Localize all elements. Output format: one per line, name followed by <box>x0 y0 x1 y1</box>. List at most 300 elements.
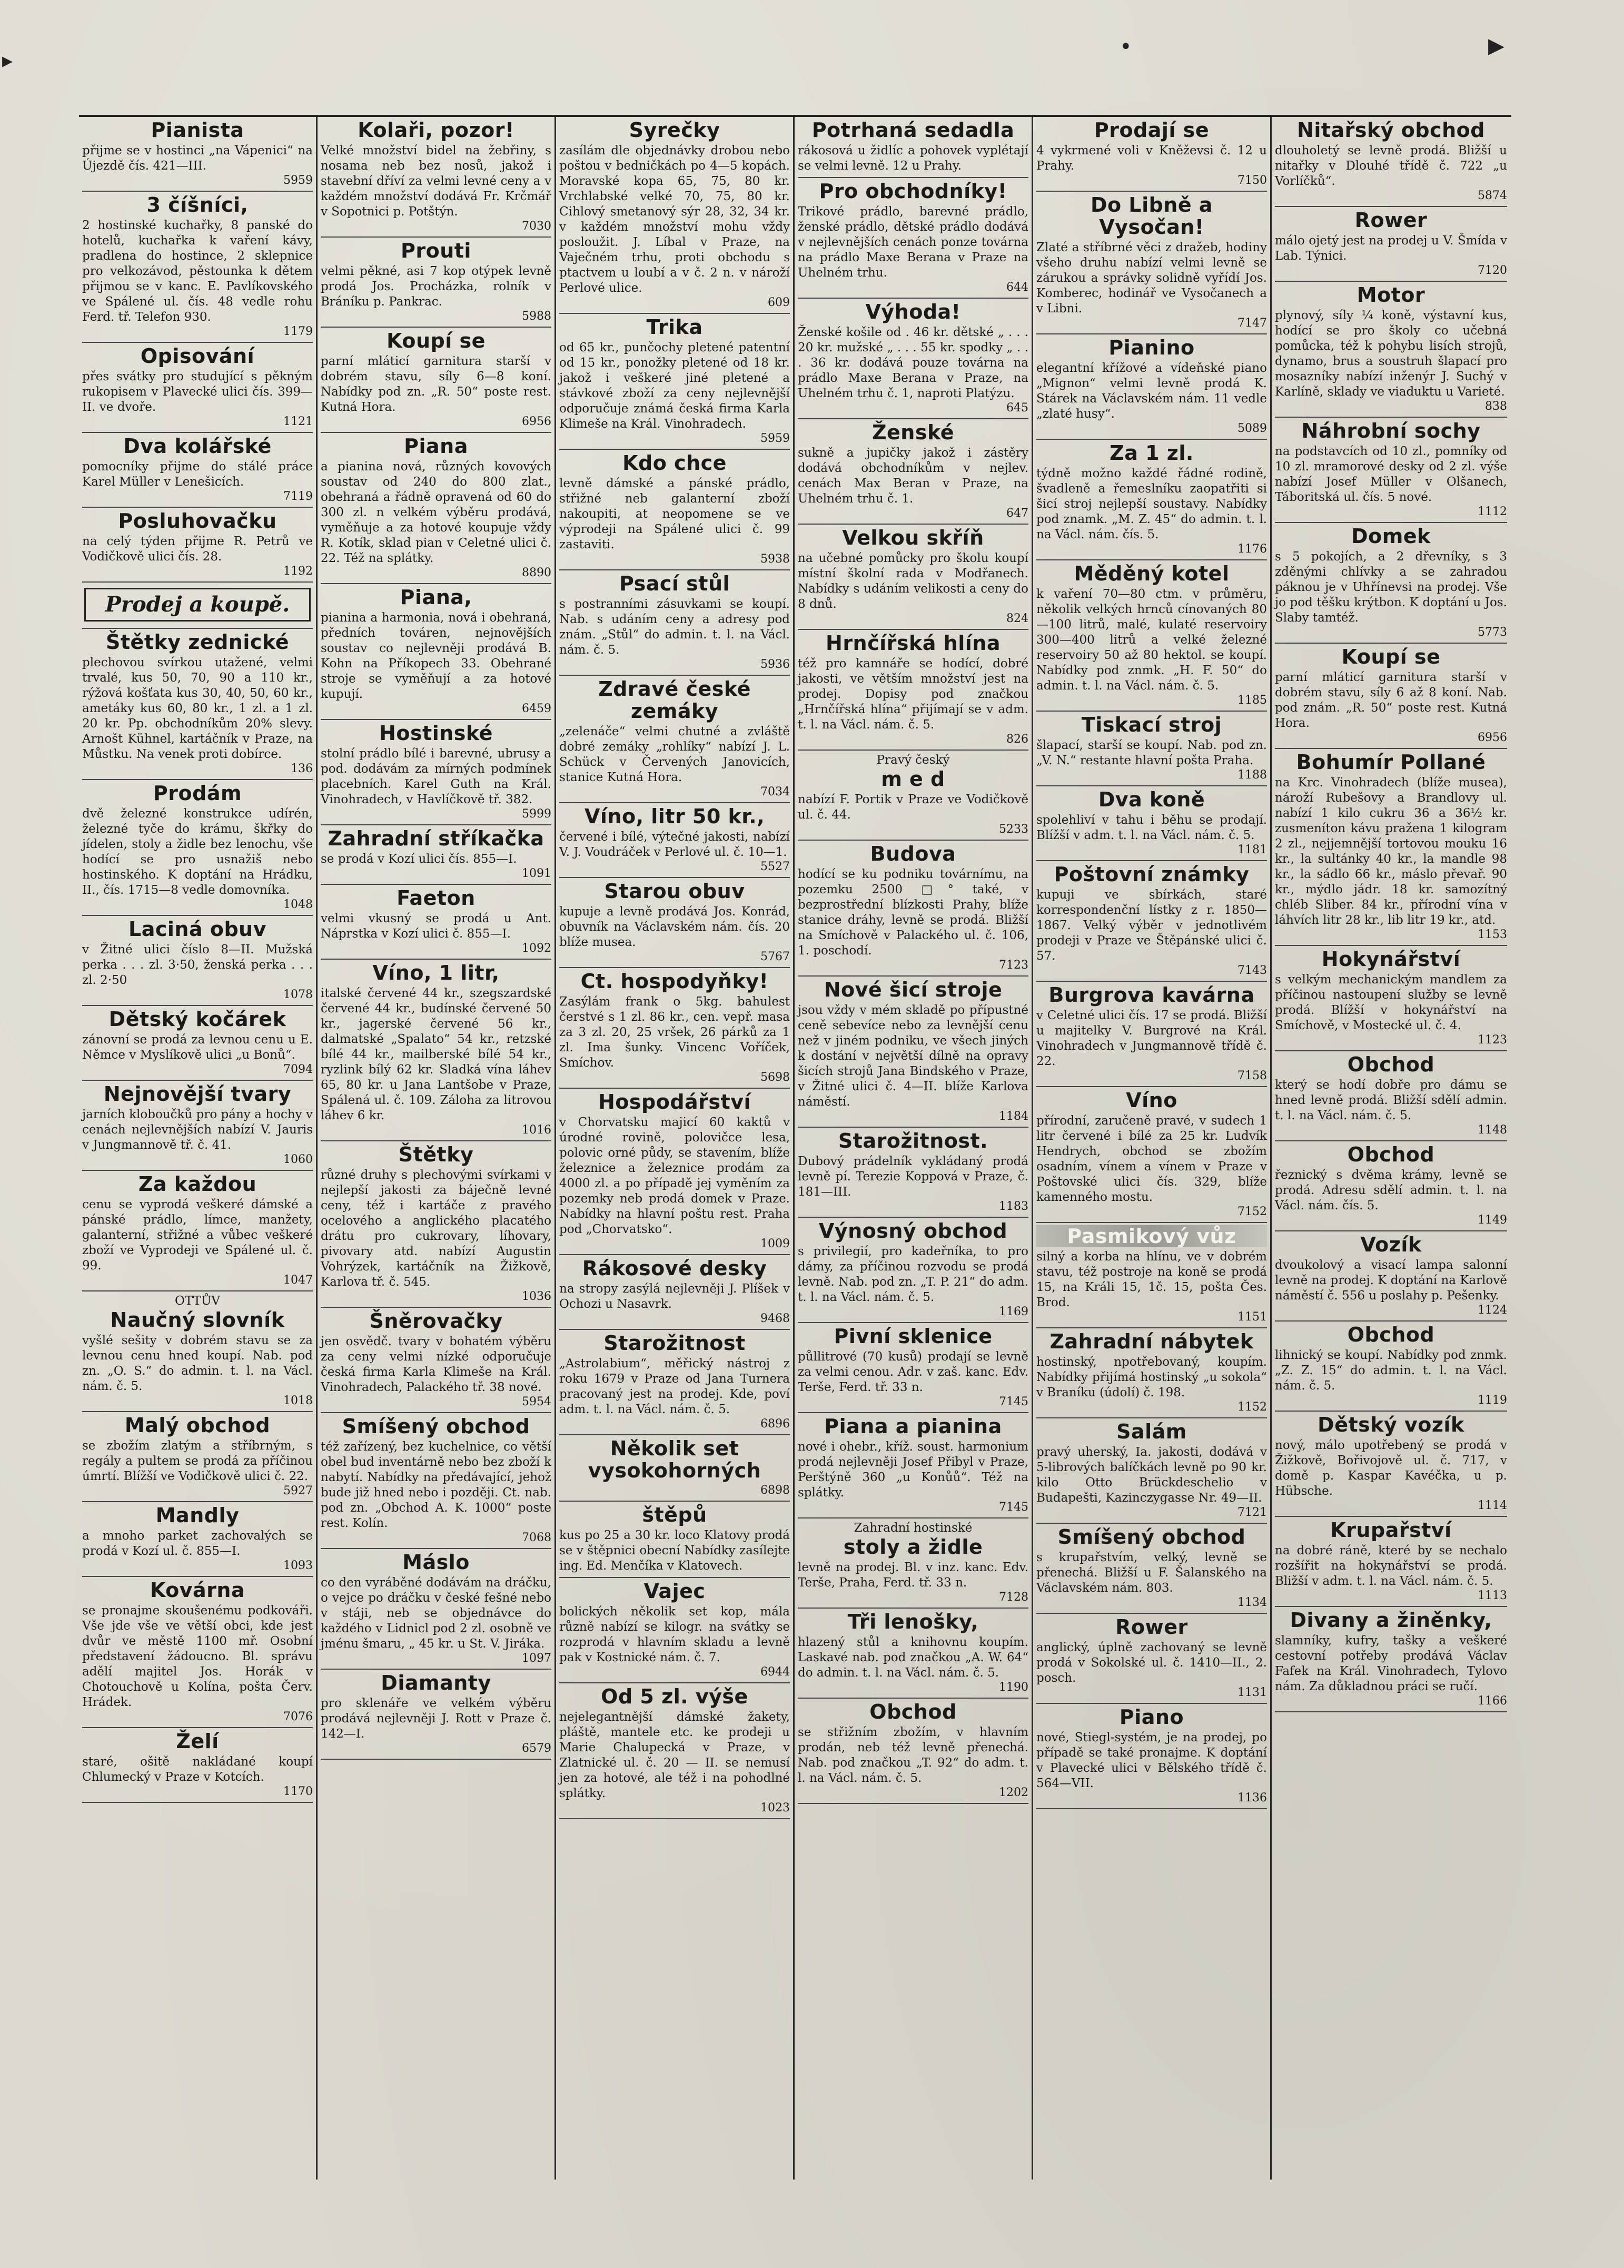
ad-number: 6579 <box>522 1742 551 1755</box>
ad-title: Psací stůl <box>619 572 730 595</box>
ad-title: Tiskací stroj <box>1081 713 1222 736</box>
classified-ad <box>82 1081 313 1171</box>
ad-title: Kolaři, pozor! <box>358 119 514 142</box>
ad-number: 7120 <box>1478 264 1507 277</box>
ad-number: 7152 <box>1237 1205 1267 1218</box>
ad-text: hlazený stůl a knihovnu koupím. Laskavé nab. pod značkou „A. W. 64“ do admin. t. l. na Václ. nám. č. 5. <box>798 1635 1028 1680</box>
ad-number: 5959 <box>760 432 790 445</box>
ad-title: Starožitnost <box>603 1332 746 1355</box>
classified-ad <box>559 570 790 676</box>
ad-title: Krupařství <box>1330 1518 1452 1542</box>
ad-title: Poštovní známky <box>1054 863 1250 886</box>
classified-ad <box>798 977 1028 1128</box>
ad-text: se zbožím zlatým a stříbrným, s regály a pultem se prodá za příčinou úmrtí. Blížší ve Vodičkově ulici č. 22. <box>82 1439 313 1483</box>
column-4 <box>795 117 1033 2180</box>
ad-title: Kdo chce <box>622 451 727 475</box>
ad-number: 7150 <box>1237 174 1267 187</box>
ad-title: Náhrobní sochy <box>1301 419 1481 442</box>
classified-ad <box>82 1006 313 1081</box>
classified-ad <box>1275 117 1507 207</box>
ad-number: 1192 <box>283 565 313 578</box>
ad-number: 1114 <box>1478 1499 1507 1512</box>
classified-ad <box>798 1218 1028 1323</box>
ad-text: též zařízený, bez kuchelnice, co větší obel bud inventárně nebo bez zboží k nabytí. Nabídky na předávající, jehož bude již hned nebo i později. Ct. nab. pod zn. „Obchod A. K. 1000“ poste rest. Kolín. <box>321 1440 551 1530</box>
classified-ad <box>559 1502 790 1578</box>
classified-ad <box>321 885 551 960</box>
ad-title: Kovárna <box>150 1579 245 1602</box>
ad-title: Měděný kotel <box>1074 562 1230 585</box>
classified-ad <box>1036 334 1267 440</box>
column-2 <box>318 117 556 2180</box>
ad-number: 7121 <box>1237 1506 1267 1519</box>
classified-ad <box>321 1549 551 1670</box>
ad-title: Nitařský obchod <box>1297 119 1485 142</box>
ad-title: Piana a pianina <box>824 1415 1002 1438</box>
ad-number: 1184 <box>999 1110 1028 1123</box>
ad-text: se střižním zbožím, v hlavním prodán, neb též levně přenechá. Nab. pod značkou „T. 92“ do adm. t. l. na Václ. nám. č. 5. <box>798 1725 1028 1785</box>
ad-number: 1149 <box>1478 1214 1507 1227</box>
ad-title: Víno <box>1126 1089 1177 1112</box>
ad-title: Potrhaná sedadla <box>811 119 1015 142</box>
classified-ad <box>321 433 551 584</box>
ad-number: 7158 <box>1237 1069 1267 1082</box>
ad-number: 136 <box>291 762 313 775</box>
ad-title: Obchod <box>869 1700 957 1723</box>
ad-number: 7094 <box>283 1063 313 1076</box>
ad-number: 1151 <box>1237 1310 1267 1324</box>
ad-text: levně na prodej. Bl. v inz. kanc. Edv. Terše, Praha, Ferd. tř. 33 n. <box>798 1561 1028 1590</box>
ad-number: 7147 <box>1237 317 1267 330</box>
classified-ad <box>321 960 551 1141</box>
classified-ad <box>82 780 313 916</box>
ad-number: 5874 <box>1478 189 1507 202</box>
ad-title: Pianino <box>1108 336 1195 359</box>
classified-ad <box>798 1699 1028 1804</box>
ad-title: Od 5 zl. výše <box>601 1685 748 1708</box>
classified-ad <box>321 720 551 825</box>
ad-subtitle: OTTŮV <box>175 1294 220 1308</box>
ad-title: Divany a žiněnky, <box>1290 1609 1492 1632</box>
ad-number: 1113 <box>1478 1589 1507 1602</box>
ad-title: Zdravé české zemáky <box>598 677 751 723</box>
ad-title: Prouti <box>401 239 471 262</box>
ad-number: 7143 <box>1237 964 1267 977</box>
ad-number: 1123 <box>1478 1033 1507 1047</box>
ad-text: stolní prádlo bílé i barevné, ubrusy a pod. dodávám za mírných podmínek placebních. Karel Guth na Král. Vinohradech, v Havlíčkově tř. 382. <box>321 747 551 806</box>
ad-text: zasílám dle objednávky drobou nebo poštou v bedničkách po 4—5 kopách. Moravské kopa 65, 75, 80 kr. Vrchlabské velké 70, 75, 80 kr. Cihlový smetanový sýr 28, 32, 34 kr. v každém množství mohu vždy posloužit. J. Líbal v Praze, na Vaječném trhu, proti obchodu s ptactvem u loubí a v č. 2 n. v nároží Perlové ulice. <box>559 144 790 295</box>
ad-text: „Astrolabium“, měřický nástroj z roku 1679 v Praze od Jana Turnera pracovaný jest na prodej. Kde, poví adm. t. l. na Václ. nám. č. 5. <box>559 1357 790 1416</box>
section-heading: Prodej a koupě. <box>84 588 311 622</box>
top-dot: • <box>1120 35 1132 59</box>
ad-title: Pro obchodníky! <box>819 180 1007 203</box>
ad-text: nový, málo upotřebený se prodá v Žižkově, Bořivojově ul. č. 717, v domě p. Kaspar Kavéčka, u p. Hübsche. <box>1275 1438 1507 1498</box>
ad-text: který se hodí dobře pro dámu se hned levně prodá. Bližší sdělí admin. t. l. na Václ. nám. č. 5. <box>1275 1078 1507 1122</box>
ad-number: 7030 <box>522 220 551 233</box>
ad-text: Zlaté a stříbrné věci z dražeb, hodiny všeho druhu nabízí velmi levně se zárukou a správky solidně vyřídí Jos. Komberec, hodinář ve Vysočanech a v Libni. <box>1036 241 1267 315</box>
ad-text: v Chorvatsku majicí 60 kaktů v úrodné rovině, polovičce lesa, polovic orné půdy, se stavením, blíže železnice a železnice prodám za 4000 zl. a po případě jej vyměním za pozemky neb prodá domek v Praze. Nabídky na hlavní poštu rest. Praha pod „Chorvatsko“. <box>559 1116 790 1236</box>
ad-number: 1112 <box>1478 505 1507 518</box>
ad-number: 1131 <box>1237 1686 1267 1699</box>
ad-title: Hokynářství <box>1321 948 1461 971</box>
ad-number: 1202 <box>999 1786 1028 1799</box>
ad-number: 7145 <box>999 1395 1028 1408</box>
ad-title: Velkou skříň <box>842 526 984 549</box>
ad-title: Dva kolářské <box>123 435 272 458</box>
classified-ad <box>82 1577 313 1728</box>
ad-number: 1121 <box>283 415 313 428</box>
ad-title: Obchod <box>1347 1053 1435 1076</box>
ad-number: 1185 <box>1237 694 1267 707</box>
classified-ad <box>82 433 313 508</box>
ad-text: silný a korba na hlínu, ve v dobrém stavu, též postroje na koně se prodá 15, na Králi 15, 1č. 15, pošta Čes. Brod. <box>1036 1250 1267 1309</box>
classified-ad <box>559 314 790 450</box>
classified-ad <box>798 1413 1028 1518</box>
classified-ad <box>559 1330 790 1435</box>
classified-ad <box>1036 786 1267 861</box>
classified-ad <box>82 192 313 343</box>
classified-ad <box>1036 861 1267 982</box>
classified-ad <box>82 1171 313 1291</box>
ad-number: 1136 <box>1237 1791 1267 1804</box>
classified-ad <box>321 1670 551 1760</box>
ad-text: pianina a harmonia, nová i obehraná, předních továren, nejnovějších soustav co nejlevněji prodává B. Kohn na Příkopech 33. Obehrané stroje se vyměňují a za hotové kupují. <box>321 611 551 701</box>
ad-title: Zahradní stříkačka <box>328 827 544 850</box>
ad-text: na učebné pomůcky pro školu koupí místní školní rada v Modřanech. Nabídky s udáním velikosti a ceny do 8 dnů. <box>798 551 1028 611</box>
ad-title: Do Libně a Vysočan! <box>1090 193 1213 239</box>
classified-ad <box>798 1518 1028 1609</box>
ad-text: 2 hostinské kuchařky, 8 panské do hotelů, kuchařka k vaření kávy, pradlena do hostince, 2 sklepnice pro velkozávod, pěstounka k dětem přijmou se v kanc. E. Pavlíkovského ve Spálené ul. čís. 48 vedle rohu Ferd. tř. Telefon 930. <box>82 219 313 324</box>
ad-number: 7068 <box>522 1531 551 1544</box>
ad-title: Motor <box>1356 283 1425 307</box>
ad-number: 1047 <box>283 1274 313 1287</box>
ad-title: Starou obuv <box>604 880 745 903</box>
ad-title: Ct. hospodyňky! <box>580 970 769 993</box>
ad-title: stoly a židle <box>843 1535 983 1559</box>
ad-number: 6944 <box>760 1665 790 1679</box>
ad-title: Želí <box>176 1730 219 1753</box>
ad-text: kupuje a levně prodává Jos. Konrád, obuvník na Václavském nám. čís. 20 blíže musea. <box>559 905 790 949</box>
ad-number: 1016 <box>522 1123 551 1137</box>
margin-mark: ▸ <box>2 48 13 73</box>
ad-number: 1176 <box>1237 543 1267 556</box>
classified-ad <box>559 450 790 570</box>
classified-ad <box>559 878 790 968</box>
ad-title: Piano <box>1119 1705 1184 1729</box>
ad-text: spolehliví v tahu i běhu se prodají. Blížší v adm. t. l. na Václ. nám. č. 5. <box>1036 813 1267 842</box>
ad-title: Dva koně <box>1098 788 1205 811</box>
ad-number: 5927 <box>283 1484 313 1497</box>
ad-text: hostinský, npotřebovaný, koupím. Nabídky přijímá hostinský „u sokola“ v Braníku (údolí) č. 198. <box>1036 1355 1267 1399</box>
ad-text: parní mláticí garnitura starší v dobrém stavu, síly 6 až 8 koní. Nab. pod znám. „R. 50“ poste rest. Kutná Hora. <box>1275 670 1507 730</box>
classified-ad <box>798 178 1028 299</box>
ad-text: velmi pěkné, asi 7 kop otýpek levně prodá Jos. Procházka, rolník v Bráníku p. Pankrac. <box>321 264 551 309</box>
classified-ad <box>321 117 551 238</box>
ad-title: Koupí se <box>387 329 486 352</box>
ad-text: v Celetné ulici čís. 17 se prodá. Bližší u majitelky V. Burgrové na Král. Vinohradech v Jungmannově třídě č. 22. <box>1036 1009 1267 1068</box>
ad-text: dlouholetý se levně prodá. Bližší u nitařky v Dlouhé třídě č. 722 „u Vorlíčků“. <box>1275 144 1507 188</box>
ad-number: 1190 <box>999 1681 1028 1694</box>
ad-title: Rower <box>1115 1615 1188 1639</box>
ad-text: přírodní, zaručeně pravé, v sudech 1 litr červené i bílé za 25 kr. Ludvík Hendrych, obchod se zbožím osadním, vínem a vínem v Praze v Poštovské ulici čís. 329, blíže kamenného mostu. <box>1036 1114 1267 1204</box>
ad-text: půllitrové (70 kusů) prodají se levně za velmi cenou. Adr. v zaš. kanc. Edv. Terše, Ferd. tř. 33 n. <box>798 1350 1028 1394</box>
ad-title: Faeton <box>397 886 476 910</box>
ad-title: 3 číšníci, <box>146 193 249 216</box>
ad-text: k vaření 70—80 ctm. v průměru, několik velkých hrnců cínovaných 80—100 litrů, malé, kulaté reservoiry 300—400 litrů a velké železné reservoiry 50 až 80 hektol. se koupí. Nabídky pod znmk. „H. F. 50“ do admin. t. l. na Václ. nám. č. 5. <box>1036 587 1267 693</box>
classified-ad <box>82 1291 313 1412</box>
ad-text: Velké množství bidel na žebřiny, s nosama neb bez nosů, jakož i stavební dříví za velmi levné ceny a v každém množství dodává Fr. Krčmář v Sopotnici p. Potštýn. <box>321 144 551 219</box>
classified-ad <box>82 583 313 629</box>
ad-text: přijme se v hostinci „na Vápenici“ na Újezdě čís. 421—III. <box>82 144 313 173</box>
ad-title: Piana, <box>400 586 472 609</box>
ad-number: 826 <box>1006 733 1028 746</box>
ad-title: Víno, 1 litr, <box>372 961 500 984</box>
ad-text: sukně a jupičky jakož i zástěry dodává obchodníkům v nejlev. cenách Max Beran v Praze, na Uhelném trhu č. 1. <box>798 446 1028 506</box>
ad-number: 1093 <box>283 1559 313 1572</box>
ad-title: Za 1 zl. <box>1110 441 1194 465</box>
ad-title: Pianista <box>151 119 244 142</box>
ad-number: 5988 <box>522 310 551 323</box>
classified-ad <box>1275 749 1507 946</box>
ad-title: štěpů <box>642 1503 707 1526</box>
ad-number: 1092 <box>522 942 551 955</box>
ad-number: 5527 <box>760 860 790 873</box>
ad-text: dvě železné konstrukce udírén, železné tyče do krámu, škřky do jídelen, stoly a židle bez lenochu, vše hodící se pro usnažiš nebo hostinského. K doptání na Hrádku, II., čís. 1715—8 vedle domovníka. <box>82 807 313 897</box>
ad-title: Opisování <box>140 344 255 368</box>
ad-number: 8890 <box>522 566 551 579</box>
classified-ad <box>1036 440 1267 560</box>
ad-text: od 65 kr., punčochy pletené patentní od 15 kr., ponožky pletené od 18 kr. jakož i veškeré jiné pletené a stávkové zboží za ceny nejlevnější odporučuje známá česká firma Karla Klimeše na Král. Vinohradech. <box>559 341 790 431</box>
ad-text: Ženské košile od . 46 kr. dětské „ . . . 20 kr. mužské „ . . . 55 kr. spodky „ . . . 36 kr. dodává pouze továrna na prádlo Maxe Berana v Praze, na Uhelném trhu č. 1, naproti Platýzu. <box>798 326 1028 400</box>
classified-ad <box>1275 1322 1507 1412</box>
classified-ad <box>1275 1231 1507 1322</box>
ad-number: 1078 <box>283 988 313 1001</box>
ad-title: Dětský vozík <box>1318 1413 1464 1436</box>
ad-text: na stropy zasýlá nejlevněji J. Plíšek v Ochozi u Nasavrk. <box>559 1282 790 1311</box>
ad-text: anglický, úplně zachovaný se levně prodá v Sokolské ul. č. 1410—II., 2. posch. <box>1036 1641 1267 1685</box>
ad-number: 824 <box>1006 612 1028 625</box>
ad-title: Salám <box>1116 1420 1187 1443</box>
classified-ad <box>1275 282 1507 418</box>
ad-title: Pivní sklenice <box>834 1325 993 1348</box>
ad-number: 5938 <box>760 553 790 566</box>
classified-ad <box>1275 946 1507 1051</box>
classified-ad <box>1275 644 1507 749</box>
classified-ad <box>321 328 551 433</box>
ad-title: Smíšený obchod <box>1057 1525 1246 1549</box>
ad-number: 5954 <box>522 1395 551 1408</box>
ad-text: Zasýlám frank o 5kg. bahulest čerstvé s 1 zl. 86 kr., cen. vepř. masa za 3 zl. 20, 25 vršek, 26 párků za 1 zl. Ima šunky. Vincenc Voříček, Smíchov. <box>559 995 790 1070</box>
classified-ad <box>1036 560 1267 712</box>
ad-title: Malý obchod <box>124 1414 271 1437</box>
ad-text: pro sklenáře ve velkém výběru prodává nejlevněji J. Rott v Praze č. 142—I. <box>321 1697 551 1741</box>
classified-section <box>79 115 1511 2180</box>
ad-title: Vajec <box>643 1580 706 1603</box>
classified-ad <box>1036 1524 1267 1614</box>
ad-text: lihnický se koupí. Nabídky pod znmk. „Z. Z. 15“ do admin. t. l. na Václ. nám. č. 5. <box>1275 1348 1507 1393</box>
classified-ad <box>798 1128 1028 1218</box>
classified-ad <box>1275 1141 1507 1231</box>
ad-number: 7123 <box>999 959 1028 972</box>
ad-title: Smíšený obchod <box>342 1415 530 1438</box>
classified-ad <box>1036 712 1267 786</box>
ad-title: Syrečky <box>629 119 720 142</box>
classified-ad <box>82 1728 313 1803</box>
ad-number: 1124 <box>1478 1304 1507 1317</box>
ad-text: s 5 pokojích, a 2 dřevníky, s 3 zděnými chlívky a se zahradou páknou je v Uhřínevsi na prodej. Vše jo pod těšku krýtbon. K doptání u Jos. Slaby tamtéž. <box>1275 550 1507 625</box>
ad-text: též pro kamnáře se hodící, dobré jakosti, ve větším množství jest na prodej. Dopisy pod značkou „Hrnčířská hlína“ přijímají se v adm. t. l. na Václ. nám. č. 5. <box>798 657 1028 732</box>
ad-title: Výhoda! <box>865 300 961 323</box>
ad-text: rákosová u židlíc a pohovek vyplétají se velmi levně. 12 u Prahy. <box>798 144 1028 173</box>
ad-text: „zelenáče“ velmi chutné a zvláště dobré zemáky „rohlíky“ nabízí J. L. Schück v Červených Janovicích, stanice Kutná Hora. <box>559 725 790 784</box>
ad-number: 1023 <box>760 1801 790 1815</box>
ad-title: Nové šicí stroje <box>824 978 1003 1001</box>
ad-number: 1181 <box>1237 843 1267 856</box>
ad-text: jsou vždy v mém skladě po přípustné ceně sebevíce nebo za levnější cenu než v jiném podniku, ve všech jiných k dostání v největší dílně na opravy šicích strojů Jana Bindského v Praze, v Žitné ulici č. 4—II. blíže Karlova náměstí. <box>798 1003 1028 1109</box>
ad-text: různé druhy s plechovými svírkami v nejlepší jakosti za báječně levné ceny, též i kartáče z pravého ocelového a anglického placatého drátu pro cukrovary, líhovary, pivovary atd. nabízí Augustin Vohrýzek, kartáčník na Žižkově, Karlova tř. č. 545. <box>321 1168 551 1289</box>
top-arrow: ▶ <box>1488 34 1504 58</box>
column-3 <box>556 117 795 2180</box>
classified-ad <box>1036 1223 1267 1328</box>
ad-text: zánovní se prodá za levnou cenu u E. Němce v Myslíkově ulici „u Bonů“. <box>82 1033 313 1062</box>
ad-text: 4 vykrmené voli v Kněževsi č. 12 u Prahy. <box>1036 144 1267 173</box>
ad-title: Hostinské <box>379 722 493 745</box>
classified-columns <box>79 117 1511 2180</box>
classified-ad <box>1275 207 1507 282</box>
classified-ad <box>82 1412 313 1502</box>
ad-number: 1152 <box>1237 1401 1267 1414</box>
ad-title: Burgrova kavárna <box>1048 983 1255 1007</box>
ad-number: 5767 <box>760 950 790 963</box>
ad-text: parní mláticí garnitura starší v dobrém stavu, síly 6—8 koní. Nabídky pod zn. „R. 50“ poste rest. Kutná Hora. <box>321 354 551 414</box>
ad-text: a mnoho parket zachovalých se prodá v Kozí ul. č. 855—I. <box>82 1529 313 1558</box>
classified-ad <box>798 525 1028 630</box>
ad-text: italské červené 44 kr., szegszardské červené 44 kr., budínské červené 50 kr., jagerské červené 56 kr., dalmatské „Spalato“ 54 kr., retzské bílé 44 kr., mailberské bílé 54 kr., ryzlink bílý 62 kr. Sladká vína láhev 65, 80 kr. u Jana Lantšobe v Praze, Spálená ul. č. 109. Záloha za litrovou láhev 6 kr. <box>321 987 551 1122</box>
column-5 <box>1033 117 1272 2180</box>
column-1 <box>79 117 318 2180</box>
classified-ad <box>1036 1704 1267 1809</box>
ad-number: 5936 <box>760 658 790 671</box>
ad-number: 1036 <box>522 1290 551 1303</box>
ad-text: nabízí F. Portik v Praze ve Vodičkově ul. č. 44. <box>798 793 1028 822</box>
classified-ad <box>559 1435 790 1502</box>
classified-ad <box>1275 1607 1507 1712</box>
ad-text: cenu se vyprodá veškeré dámské a pánské prádlo, límce, manžety, galanterní, střižné a vůbec veškeré zboží ve Vyprodeji ve Spálené ul. č. 99. <box>82 1198 313 1273</box>
classified-ad <box>82 629 313 780</box>
ad-text: s krupařstvím, velký, levně se přenechá. Bližší u F. Šalanského na Václavském nám. 803. <box>1036 1551 1267 1595</box>
ad-text: slamníky, kufry, tašky a veškeré cestovní potřeby prodává Václav Fafek na Král. Vinohradech, Tylovo nám. Za důkladnou práci se ručí. <box>1275 1634 1507 1693</box>
classified-ad <box>82 1502 313 1577</box>
ad-title: Tři lenošky, <box>847 1610 979 1633</box>
classified-ad <box>559 117 790 314</box>
ad-title: Rákosové desky <box>582 1257 767 1280</box>
ad-title: Domek <box>1351 525 1431 548</box>
classified-ad <box>798 117 1028 178</box>
classified-ad <box>798 419 1028 525</box>
ad-number: 1183 <box>999 1200 1028 1213</box>
classified-ad <box>1275 1517 1507 1607</box>
ad-title: Posluhovačku <box>118 509 277 533</box>
ad-text: s velkým mechanickým mandlem za příčinou nastoupení služby se levně prodá. Blížší v hokynářství na Smíchově, v Mostecké ul. č. 4. <box>1275 973 1507 1032</box>
ad-number: 1169 <box>999 1305 1028 1318</box>
ad-number: 5773 <box>1478 626 1507 639</box>
ad-number: 1188 <box>1237 768 1267 782</box>
ad-text: červené i bílé, výtečné jakosti, nabízí V. J. Voudráček v Perlové ul. č. 10—1. <box>559 830 790 859</box>
classified-ad <box>559 676 790 803</box>
ad-title: Hospodářství <box>598 1090 751 1113</box>
ad-title: Diamanty <box>381 1671 491 1694</box>
ad-number: 5089 <box>1237 422 1267 435</box>
ad-text: Trikové prádlo, barevné prádlo, ženské prádlo, dětské prádlo dodává v nejlevnějších cenách ponze továrna na prádlo Maxe Berana v Praze na Uhelném trhu. <box>798 205 1028 280</box>
classified-ad <box>559 1683 790 1819</box>
classified-ad <box>559 803 790 878</box>
ad-number: 1134 <box>1237 1596 1267 1609</box>
classified-ad <box>559 1089 790 1255</box>
ad-number: 7119 <box>283 490 313 503</box>
ad-text: levně dámské a pánské prádlo, střižné neb galanterní zboží nakoupiti, at neopomene se ve výprodeji na Spálené ulici č. 99 zastaviti. <box>559 477 790 551</box>
ad-text: velmi vkusný se prodá u Ant. Náprstka v Kozí ulici č. 855—I. <box>321 912 551 941</box>
ad-number: 5999 <box>522 807 551 821</box>
classified-ad <box>798 1323 1028 1413</box>
ad-text: s privilegií, pro kadeřníka, to pro dámy, za příčinou rozvodu se prodá levně. Nab. pod zn. „T. P. 21“ do adm. t. l. na Václ. nám. č. 5. <box>798 1245 1028 1304</box>
ad-title: Štětky zednické <box>106 630 289 654</box>
classified-ad <box>1036 117 1267 192</box>
ad-number: 1048 <box>283 898 313 911</box>
ad-text: na dobré ráně, které by se nechalo rozšířit na hokynářství se prodá. Bližší v adm. t. l. na Václ. nám. č. 5. <box>1275 1544 1507 1588</box>
classified-ad <box>321 238 551 328</box>
ad-text: málo ojetý jest na prodej u V. Šmída v Lab. Týnici. <box>1275 234 1507 263</box>
ad-number: 1153 <box>1478 928 1507 941</box>
ad-text: týdně možno každé řádné rodině, švadleně a řemeslníku zaopatřiti si šicí stroj nejlepší soustavy. Nabídky pod znamk. „M. Z. 45“ do admin. t. l. na Václ. nám. čís. 5. <box>1036 467 1267 541</box>
ad-title: Víno, litr 50 kr., <box>584 805 765 828</box>
classified-ad <box>1036 1418 1267 1524</box>
classified-ad <box>798 1609 1028 1699</box>
classified-ad <box>82 508 313 583</box>
classified-ad <box>1036 1328 1267 1418</box>
ad-text: na Krc. Vinohradech (blíže musea), nároží Rubešovy a Brandlovy ul. nabízí 1 kilo cukru 36 a 36½ kr. zusmeníton kávu pražena 1 kilogram 2 zl., nejjemnější tortovou mouku 16 kr., la sultánky 40 kr., la mandle 98 kr., la sádlo 66 kr., máslo převař. 90 kr., mýdlo jádr. 18 kr. samozítný chléb Sliber. 84 kr., přírodní vína v láhvích litr 28 kr., lib litr 19 kr., atd. <box>1275 776 1507 927</box>
ad-text: v Žitné ulici číslo 8—II. Mužská perka . . . zl. 3·50, ženská perka . . . zl. 2·50 <box>82 943 313 987</box>
classified-ad <box>321 584 551 720</box>
ad-text: nové i ohebr., kříž. soust. harmonium prodá nejlevněji Josef Přibyl v Praze, Perštýně 360 „u Konůů“. Též na splátky. <box>798 1440 1028 1500</box>
ad-number: 1009 <box>760 1237 790 1250</box>
ad-number: 5698 <box>760 1071 790 1084</box>
ad-title: Šněrovačky <box>369 1309 503 1333</box>
classified-ad <box>321 1141 551 1308</box>
ad-text: řeznický s dvěma krámy, levně se prodá. Adresu sdělí admin. t. l. na Václ. nám. čís. 5. <box>1275 1168 1507 1212</box>
ad-number: 1091 <box>522 867 551 880</box>
ad-title: Naučný slovník <box>110 1308 285 1332</box>
classified-ad <box>1036 1614 1267 1704</box>
ad-number: 6898 <box>760 1484 790 1497</box>
ad-title: Pasmikový vůz <box>1036 1225 1267 1247</box>
ad-number: 644 <box>1006 281 1028 294</box>
ad-text: přes svátky pro studující s pěkným rukopisem v Plavecké ulici čís. 399—II. ve dvoře. <box>82 370 313 414</box>
ad-text: se pronajme skoušenému podkováři. Vše jde vše ve větší obci, kde jest dvůr ve městě 1100 mř. Osobní představení žádoucno. Bl. správu adělí majitel Jos. Horák v Chotouchově u Kolína, pošta Červ. Hrádek. <box>82 1604 313 1709</box>
classified-ad <box>1036 982 1267 1087</box>
classified-ad <box>559 1578 790 1683</box>
ad-title: Starožitnost. <box>838 1129 988 1152</box>
ad-text: plechovou svírkou utažené, velmi trvalé, kus 50, 70, 90 a 110 kr., rýžová košťata kus 30, 40, 50, 60 kr., ametáky kus 60, 80 kr., 1 zl. a 1 zl. 20 kr. Pp. obchodníkům 20% slevy. Arnošt Kühnel, kartáčník v Praze, na Můstku. Na venek proti dobírce. <box>82 656 313 761</box>
ad-number: 838 <box>1485 400 1507 413</box>
ad-subtitle: Zahradní hostinské <box>854 1521 973 1535</box>
ad-title: Budova <box>870 842 956 865</box>
ad-text: plynový, síly ¼ koně, výstavní kus, hodící se pro školy co učebná pomůcka, též k pohybu lisích strojů, dynamo, brus a soustruh šlapací pro mosazníky nabízí inženýr J. Suchý v Karlíně, sklady ve viaduktu u Varieté. <box>1275 309 1507 399</box>
ad-text: nejelegantnější dámské žakety, pláště, mantele etc. ke prodeji u Marie Chalupecká v Praze, v Zlatnické ul. č. 20 — II. se nemusí jen za hotové, ale též i na pohodlné splátky. <box>559 1710 790 1800</box>
classified-ad <box>321 825 551 885</box>
ad-number: 1179 <box>283 325 313 338</box>
classified-ad <box>798 841 1028 977</box>
ad-subtitle: Pravý český <box>876 753 950 767</box>
ad-number: 6956 <box>1478 731 1507 744</box>
